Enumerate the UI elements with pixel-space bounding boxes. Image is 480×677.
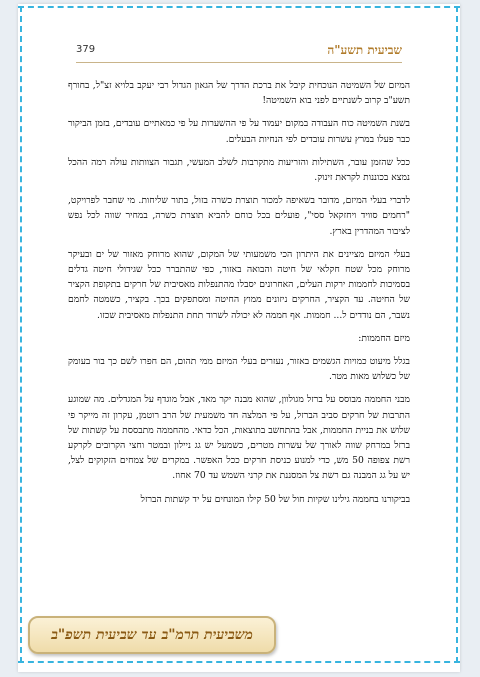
article-body xyxy=(68,78,410,515)
paragraph: מבני החממה מבוסס על ברזל מגולוון, שהוא מבנה יקר מאד, אבל מוגדף על המגדלים. מה שמוגע התרבות של חרקים סביב הברזל, על פי המלצה חד משמעית של הרב רוטמן, עקרון זה מייקר פי שלוש את בניית החממות, אבל בהתחשב בתוצאות, הכל כדאי. מהחממה מתבססת על קשתות של ברזל במרחק שווה לאורך של עשרות מטרים, כשמעל יש גג ניילון ובמטר וחצי הקרובים לקרקע רשת צפופה 50 מש, כדי למנוע כניסת חרקים ככל האפשר. במקרים של צמחים הזקוקים לצל, יש על גג המבנה גם רשת צל המסננת את קרני השמש עד 70 אחוז. xyxy=(68,394,410,482)
dashed-border-top xyxy=(18,6,460,8)
page-number: 379 xyxy=(76,44,96,55)
page-header xyxy=(76,44,402,63)
paragraph: בשנת השמיטה כוח העבודה במקום יעמוד על פי ההשערות על פי כמאתיים עובדים, בזמן הביקור כבר פעלו במרץ עשרות עובדים לפי הנחיות הבעלים. xyxy=(68,118,410,145)
document-page xyxy=(18,4,460,672)
dashed-border-left xyxy=(20,6,22,663)
paragraph: ככל שהזמן עובר, השתילות והזריעות מתקרבות לשלב המעשי, תגבור הצוותות עולה רמה ההכל נמצא בכוננות לקראת זינוק. xyxy=(68,156,410,184)
paragraph: בעלי המיזם מציינים את היתרון הכי משמעותי של המקום, שהוא מרוחק מאזור של ים ובעיקר מרוחק מכל שטח חקלאי של חיטה והבואה באזור, כפי שהתברר ככל שגידולי חיטה גדלים בסמיכות לחממות ירקות העלים, האחרונים יסבלו מהתנפלות מאסיבית של חרקים בתקופת הקציר של החיטה. עד הקציר, החרקים ניזונים ממוץ החיטה ומסתפקים בכך. בקציר, כשמטה לחמם נשבר, הם נודדים ל... חממות. אף חממה לא יכולה לשרוד תחת התנפלות מאסיבית שכזו. xyxy=(68,248,410,321)
series-banner: משביעית תרמ"ב עד שביעית תשפ"ב xyxy=(28,616,276,654)
paragraph: בגלל מיעוט כמויות הגשמים באזור, נעזרים בעלי המיזם ממי תהום, הם חפרו לשם כך בור בעומק של כשלוש מאות מטר. xyxy=(68,356,410,383)
dashed-border-right xyxy=(456,6,458,663)
paragraph: המיזם של השמיטה הנוכחית קיבל את ברכת הדרך של הגאון הגדול רבי יעקב בלויא זצ"ל, בחורף תשע"ב קרוב לשנתיים לפני בוא השמיטה! xyxy=(68,80,410,107)
running-title: שביעית תשע"ה xyxy=(327,43,402,57)
section-heading: מיזם החממות: xyxy=(358,332,410,344)
dashed-border-bottom xyxy=(18,661,460,663)
paragraph: לדברי בעלי המיזם, מדובר בשאיפה למכור תוצרת כשרה בזול, בתור שליחות. מי שחבר לפרויקט, "רחמים סוויד ויחזקאל ססי", פועלים בכל כוחם להביא תוצרת כשרה, במחיר שווה לכל נפש לציבור המהדרין בארץ. xyxy=(68,195,410,237)
paragraph: בביקורנו בחממה גילינו שקיות חול של 50 קילו המונחים על יד קשתות הברזל xyxy=(140,493,410,505)
